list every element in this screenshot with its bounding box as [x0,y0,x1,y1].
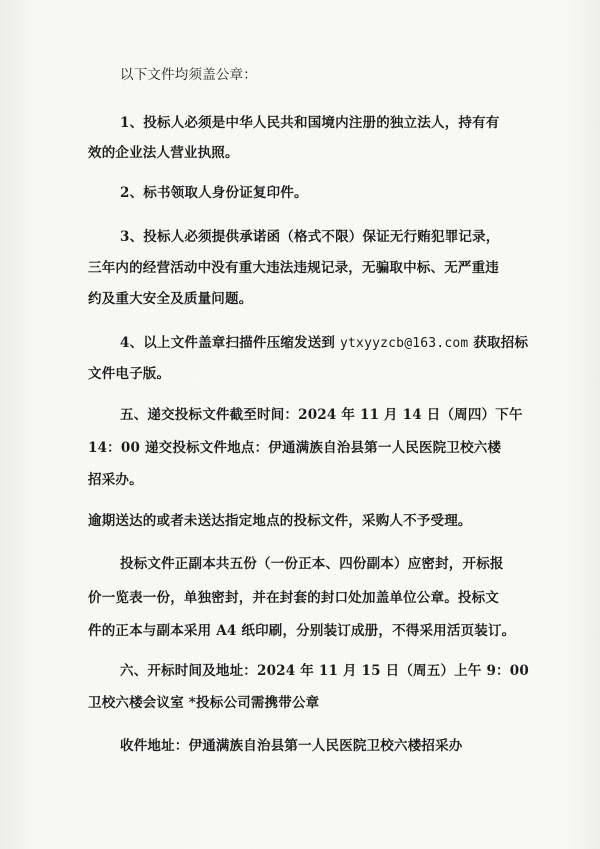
item-1-line-1: 1、投标人必须是中华人民共和国境内注册的独立法人，持有有 [120,115,500,131]
section-6-line-2: 卫校六楼会议室 *投标公司需携带公章 [88,695,320,711]
receiver-address: 收件地址：伊通满族自治县第一人民医院卫校六楼招采办 [120,738,463,754]
section-6-line-1: 六、开标时间及地址：2024 年 11 月 15 日（周五）上午 9：00 [120,663,529,679]
item-4-line-1 [120,334,528,353]
item-1-line-2: 效的企业法人营业执照。 [88,145,239,161]
item-2-text: 2、标书领取人身份证复印件。 [120,185,308,201]
section-5-line-2: 14：00 递交投标文件地点：伊通满族自治县第一人民医院卫校六楼 [88,440,502,456]
section-5-line-3: 招采办。 [88,472,143,488]
item-3-line-2: 三年内的经营活动中没有重大违法违规记录，无骗取中标、无严重违 [88,260,499,276]
late-notice-text: 逾期送达的或者未送达指定地点的投标文件，采购人不予受理。 [88,513,472,529]
item-3-line-1: 3、投标人必须提供承诺函（格式不限）保证无行贿犯罪记录， [120,229,500,245]
item-4-suffix: 获取招标 [473,335,529,351]
copies-line-1: 投标文件正副本共五份（一份正本、四份副本）应密封，开标报 [120,556,504,572]
intro-text: 以下文件均须盖公章： [120,67,257,83]
copies-line-2: 价一览表一份，单独密封，并在封套的封口处加盖单位公章。投标文 [88,590,499,606]
item-4-prefix: 4、以上文件盖章扫描件压缩发送到 [120,335,336,351]
item-4-line-2: 文件电子版。 [88,366,171,382]
section-5-line-1: 五、递交投标文件截至时间：2024 年 11 月 14 日（周四）下午 [120,407,523,423]
email-address: ytxyyzcb@163.com [340,336,469,351]
item-3-line-3: 约及重大安全及质量问题。 [88,291,253,307]
copies-line-3: 件的正本与副本采用 A4 纸印刷，分别装订成册，不得采用活页装订。 [88,623,516,639]
